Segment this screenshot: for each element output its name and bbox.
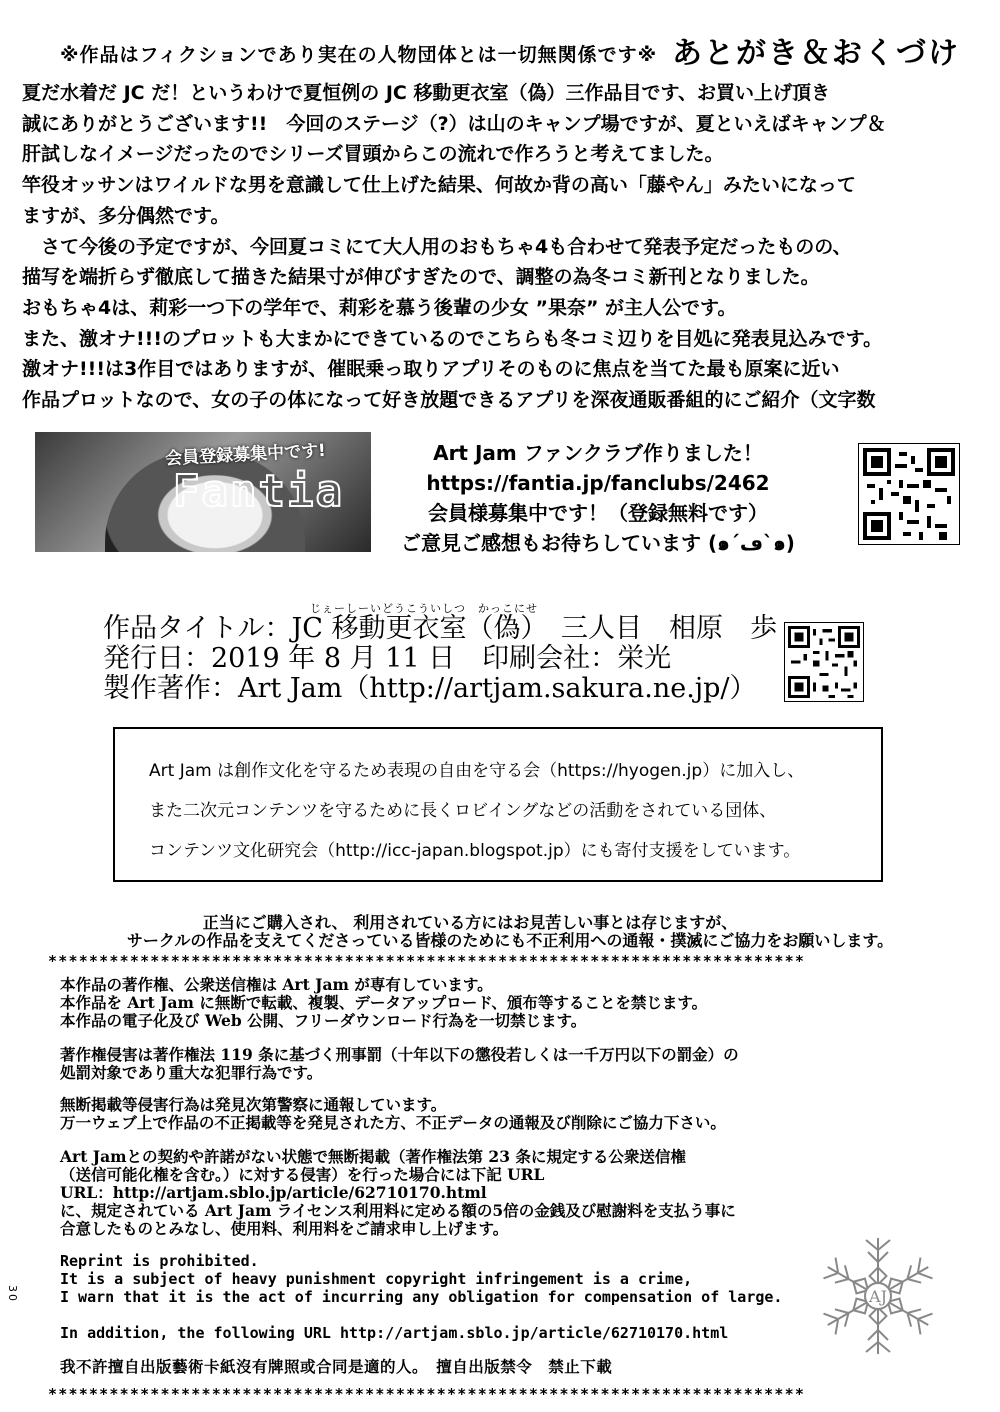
afterword-line: おもちゃ4は、莉彩一つ下の学年で、莉彩を慕う後輩の少女 ”果奈” が主人公です。: [22, 296, 737, 319]
fantia-logo: Fantia: [173, 466, 344, 517]
english-notice: [60, 1252, 880, 1306]
fantia-banner[interactable]: [35, 432, 371, 552]
afterword-line: ますが、多分偶然です。: [22, 204, 230, 227]
work-title: 作品タイトル：JC 移動更衣室（偽） 三人目 相原 歩: [103, 613, 778, 644]
legal-line: 著作権侵害は著作権法 119 条に基づく刑事罰（十年以下の懲役若しくは一千万円以下の罰金）の: [60, 1045, 739, 1064]
fanclub-link[interactable]: https://fantia.jp/fanclubs/2462: [426, 471, 770, 495]
english-line: Reprint is prohibited.: [60, 1252, 259, 1270]
penalty-notice: [60, 1046, 880, 1082]
snowflake-watermark-icon: [818, 1232, 938, 1360]
afterword-line: 竿役オッサンはワイルドな男を意識して仕上げた結果、何故か背の高い「藤やん」みたいになって: [22, 174, 856, 197]
chinese-notice: 我不許擅自出版藝術卡紙沒有牌照或合同是適的人。 擅自出版禁令 禁止下載: [60, 1357, 613, 1376]
afterword-line: また、激オナ!!!のプロットも大まかにできているのでこちらも冬コミ辺りを目処に発表見込みです。: [22, 327, 883, 350]
qr-code-fanclub: [858, 443, 960, 545]
english-line: I warn that it is the act of incurring any obligation for compensation of large.: [60, 1288, 783, 1306]
legal-line: 本作品を Art Jam に無断で転載、複製、データアップロード、頒布等することを禁じます。: [60, 993, 708, 1012]
english-url-line: In addition, the following URL http://artjam.sblo.jp/article/62710170.html: [60, 1324, 729, 1342]
page-heading: あとがき＆おくづけ: [672, 36, 960, 71]
page-number: 30: [6, 1285, 19, 1303]
qr-code-website: [784, 622, 864, 702]
support-line: Art Jam は創作文化を守るため表現の自由を守る会（https://hyogen.jp）に加入し、: [149, 761, 805, 781]
legal-line: Art Jamとの契約や許諾がない状態で無断掲載（著作権法第 23 条に規定する公衆送信権: [60, 1147, 686, 1166]
report-notice: [60, 1096, 880, 1132]
legal-line: 無断掲載等侵害行為は発見次第警察に通報しています。: [60, 1095, 447, 1114]
legal-line: 万一ウェブ上で作品の不正掲載等を発見された方、不正データの通報及び削除にご協力下さい。: [60, 1113, 726, 1132]
title-ruby: じぇーしーいどうこういしつ かっこにせ: [310, 602, 538, 615]
colophon: [103, 614, 777, 704]
legal-line: に、規定されている Art Jam ライセンス利用料に定める額の5倍の金銭及び慰謝料を支払う事に: [60, 1201, 736, 1220]
legal-line: URL：http://artjam.sblo.jp/article/62710170.html: [60, 1183, 487, 1202]
afterword-line: 激オナ!!!は3作目ではありますが、催眠乗っ取りアプリそのものに焦点を当てた最も原案に近い: [22, 358, 840, 381]
afterword-line: 作品プロットなので、女の子の体になって好き放題できるアプリを深夜通販番組的にご紹介（文字数: [22, 389, 876, 412]
publish-date: 発行日：2019 年 8 月 11 日 印刷会社：栄光: [103, 643, 672, 674]
warning-line: サークルの作品を支えてくださっている皆様のためにも不正利用への通報・撲滅にご協力をお願いします。: [126, 931, 894, 950]
asterisk-divider-bottom: **************************************************************************: [48, 1385, 806, 1403]
disclaimer: ※作品はフィクションであり実在の人物団体とは一切無関係です※: [60, 44, 658, 66]
afterword-line: 誠にありがとうございます!! 今回のステージ（?）は山のキャンプ場ですが、夏といえばキャンプ＆: [22, 112, 886, 135]
watermark-logo-text: AJ: [869, 1287, 887, 1306]
warning-header: [60, 914, 960, 950]
afterword-line: 夏だ水着だ JC だ！というわけで夏恒例の JC 移動更衣室（偽）三作品目です、お買い上げ頂き: [22, 82, 830, 104]
afterword-line: 描写を端折らず徹底して描きた結果寸が伸びすぎたので、調整の為冬コミ新刊となりました。: [22, 266, 820, 289]
fanclub-title: Art Jam ファンクラブ作りました！: [433, 441, 763, 465]
support-statement-box: [113, 727, 883, 882]
license-notice: [60, 1148, 880, 1238]
afterword-text: [22, 78, 992, 416]
legal-line: 合意したものとみなし、使用料、利用料をご請求申し上げます。: [60, 1219, 509, 1238]
fanclub-feedback: ご意見ご感想もお待ちしています (๑´ڡ`๑): [401, 531, 795, 555]
fanclub-recruit: 会員様募集中です！（登録無料です）: [428, 501, 768, 525]
copyright-notice: [60, 976, 880, 1030]
fanclub-info: [378, 438, 818, 558]
support-line: コンテンツ文化研究会（http://icc-japan.blogspot.jp）にも寄付支援をしています。: [149, 841, 801, 861]
asterisk-divider: **************************************************************************: [48, 952, 806, 970]
support-line: また二次元コンテンツを守るために長くロビイングなどの活動をされている団体、: [149, 801, 777, 821]
legal-line: 本作品の電子化及び Web 公開、フリーダウンロード行為を一切禁じます。: [60, 1011, 587, 1030]
english-line: It is a subject of heavy punishment copyright infringement is a crime,: [60, 1270, 693, 1288]
afterword-line: 肝試しなイメージだったのでシリーズ冒頭からこの流れで作ろうと考えてました。: [22, 143, 724, 166]
author-credit: 製作著作：Art Jam（http://artjam.sakura.ne.jp/）: [103, 673, 757, 704]
afterword-line: さて今後の予定ですが、今回夏コミにて大人用のおもちゃ4も合わせて発表予定だったものの、: [22, 235, 852, 258]
legal-line: 本作品の著作権、公衆送信権は Art Jam が専有しています。: [60, 975, 493, 994]
legal-line: 処罰対象であり重大な犯罪行為です。: [60, 1063, 323, 1082]
warning-line: 正当にご購入され、 利用されている方にはお見苦しい事とは存じますが、: [202, 913, 738, 932]
banner-tagline: 会員登録募集中です!: [164, 440, 327, 470]
legal-line: （送信可能化権を含む。）に対する侵害）を行った場合には下記 URL: [60, 1165, 545, 1184]
